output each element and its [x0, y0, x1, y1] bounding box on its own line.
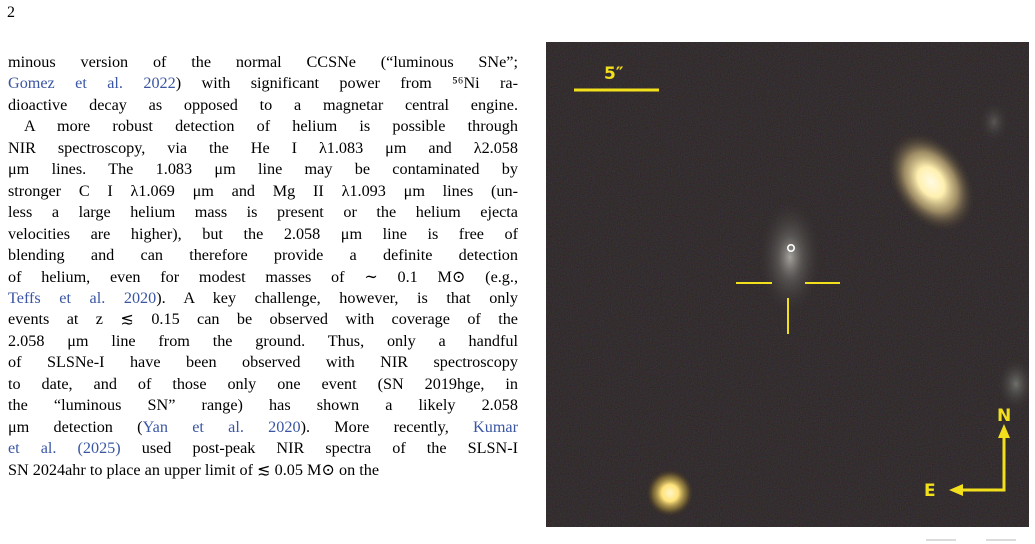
text-segment: of helium, even for modest masses of ∼ 0.1 M⊙ (e.g., — [8, 267, 518, 286]
text-line — [8, 73, 518, 94]
text-segment: ) with significant power from ⁵⁶Ni ra- — [175, 74, 518, 93]
text-segment: 2.058 μm line from the ground. Thus, only a handful — [8, 331, 518, 350]
text-line — [8, 138, 518, 159]
text-line — [8, 352, 518, 373]
text-segment: A more robust detection of helium is possible through — [24, 117, 518, 136]
astronomical-image-figure — [546, 42, 1029, 527]
page-number: 2 — [7, 4, 15, 21]
text-line — [8, 159, 518, 180]
text-segment: used post-peak NIR spectra of the SLSN-I — [120, 439, 518, 458]
text-segment: minous version of the normal CCSNe (“luminous SNe”; — [8, 53, 518, 71]
text-segment: dioactive decay as opposed to a magnetar central engine. — [8, 95, 518, 114]
text-line — [8, 202, 518, 223]
host-galaxy — [756, 195, 824, 319]
text-segment: stronger C I λ1.069 μm and Mg II λ1.093 μm lines (un- — [8, 181, 518, 200]
text-line — [8, 309, 518, 330]
text-segment: the “luminous SN” range) has shown a likely 2.058 — [8, 396, 518, 415]
citation-link[interactable]: Kumar — [473, 417, 518, 436]
text-line — [8, 331, 518, 352]
bright-star — [646, 469, 694, 517]
text-segment: ). More recently, — [300, 417, 474, 436]
text-line — [8, 224, 518, 245]
caption-area — [546, 530, 1029, 544]
citation-link[interactable]: Gomez et al. 2022 — [8, 74, 176, 93]
citation-link[interactable]: Teffs et al. 2020 — [8, 288, 157, 307]
sky-image — [546, 42, 1029, 527]
scale-bar-label: 5″ — [604, 64, 624, 84]
text-segment: events at z ≲ 0.15 can be observed with coverage of the — [8, 310, 518, 329]
text-segment: of SLSNe-I have been observed with NIR spectroscopy — [8, 353, 518, 372]
text-segment: NIR spectroscopy, via the He I λ1.083 μm and λ2.058 — [8, 138, 518, 157]
citation-link[interactable]: Yan et al. 2020 — [142, 417, 301, 436]
faint-source-top-right — [978, 100, 1010, 144]
text-segment: to date, and of those only one event (SN 2019hge, in — [8, 374, 518, 393]
caption-fragment — [546, 530, 1029, 544]
text-segment: blending and can therefore provide a definite detection — [8, 246, 518, 265]
text-line — [8, 438, 518, 459]
text-line — [8, 52, 518, 73]
text-line — [8, 95, 518, 116]
text-line — [8, 116, 518, 137]
citation-link[interactable]: et al. (2025) — [8, 439, 121, 458]
text-line — [8, 181, 518, 202]
text-line — [8, 267, 518, 288]
text-line — [8, 245, 518, 266]
text-segment: less a large helium mass is present or the helium ejecta — [8, 203, 518, 222]
text-segment: μm detection ( — [8, 417, 143, 436]
north-label: N — [997, 406, 1012, 426]
text-line — [8, 374, 518, 395]
text-line — [8, 288, 518, 309]
text-line — [8, 460, 518, 481]
text-segment: ). A key challenge, however, is that only — [156, 288, 518, 307]
text-line — [8, 395, 518, 416]
text-segment: μm lines. The 1.083 μm line may be contaminated by — [8, 160, 518, 179]
text-line — [8, 417, 518, 438]
text-segment: velocities are higher), but the 2.058 μm line is free of — [8, 224, 518, 243]
east-label: E — [924, 481, 936, 501]
text-segment: SN 2024ahr to place an upper limit of ≲ 0.05 M⊙ on the — [8, 460, 380, 479]
body-text-column — [8, 52, 518, 481]
